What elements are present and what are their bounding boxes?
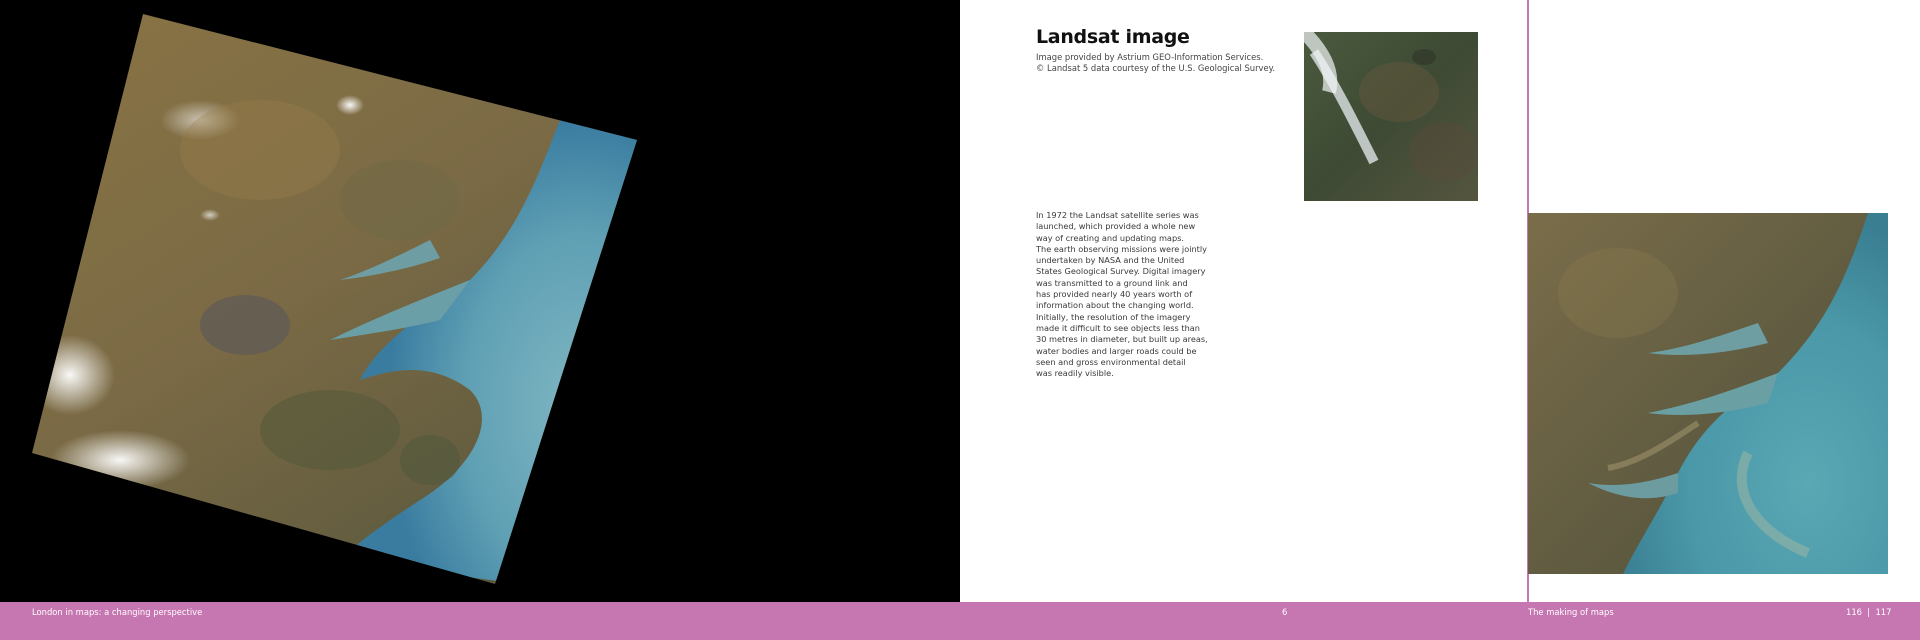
- estuary-image: [1528, 213, 1888, 574]
- body-line: States Geological Survey. Digital imagery: [1036, 266, 1206, 277]
- credit-line: Image provided by Astrium GEO-Information Services.: [1036, 52, 1264, 62]
- body-line: water bodies and larger roads could be: [1036, 345, 1197, 356]
- body-line: In 1972 the Landsat satellite series was: [1036, 210, 1199, 220]
- body-line: 30 metres in diameter, but built up areas,: [1036, 334, 1208, 345]
- body-line: was readily visible.: [1036, 368, 1114, 379]
- page-title: Landsat image: [1036, 26, 1190, 48]
- landsat-scene-image: [0, 0, 960, 602]
- body-line: Initially, the resolution of the imagery: [1036, 311, 1191, 322]
- thumbnail-landsat-detail: [1304, 32, 1478, 201]
- footer-section-number: 6: [1282, 607, 1288, 617]
- body-line: seen and gross environmental detail: [1036, 356, 1186, 367]
- credit-line: © Landsat 5 data courtesy of the U.S. Geological Survey.: [1036, 63, 1276, 73]
- footer-book-title: London in maps: a changing perspective: [32, 607, 203, 617]
- body-line: way of creating and updating maps.: [1036, 232, 1185, 243]
- footer-section-title: The making of maps: [1528, 607, 1614, 617]
- footer-bar: [0, 602, 1920, 640]
- right-page: [960, 0, 1920, 602]
- body-line: made it difficult to see objects less than: [1036, 322, 1200, 333]
- footer-page-numbers: 116 | 117: [1846, 607, 1892, 617]
- body-line: has provided nearly 40 years worth of: [1036, 289, 1193, 300]
- body-line: information about the changing world.: [1036, 300, 1194, 311]
- image-credit: [1036, 52, 1275, 74]
- estuary-landsat-detail: [1528, 213, 1888, 574]
- thumbnail-image: [1304, 32, 1478, 201]
- body-line: undertaken by NASA and the United: [1036, 255, 1185, 266]
- body-text: [1036, 210, 1216, 379]
- body-line: launched, which provided a whole new: [1036, 221, 1196, 232]
- left-page: [0, 0, 960, 602]
- body-line: The earth observing missions were jointly: [1036, 243, 1207, 254]
- body-line: was transmitted to a ground link and: [1036, 277, 1188, 288]
